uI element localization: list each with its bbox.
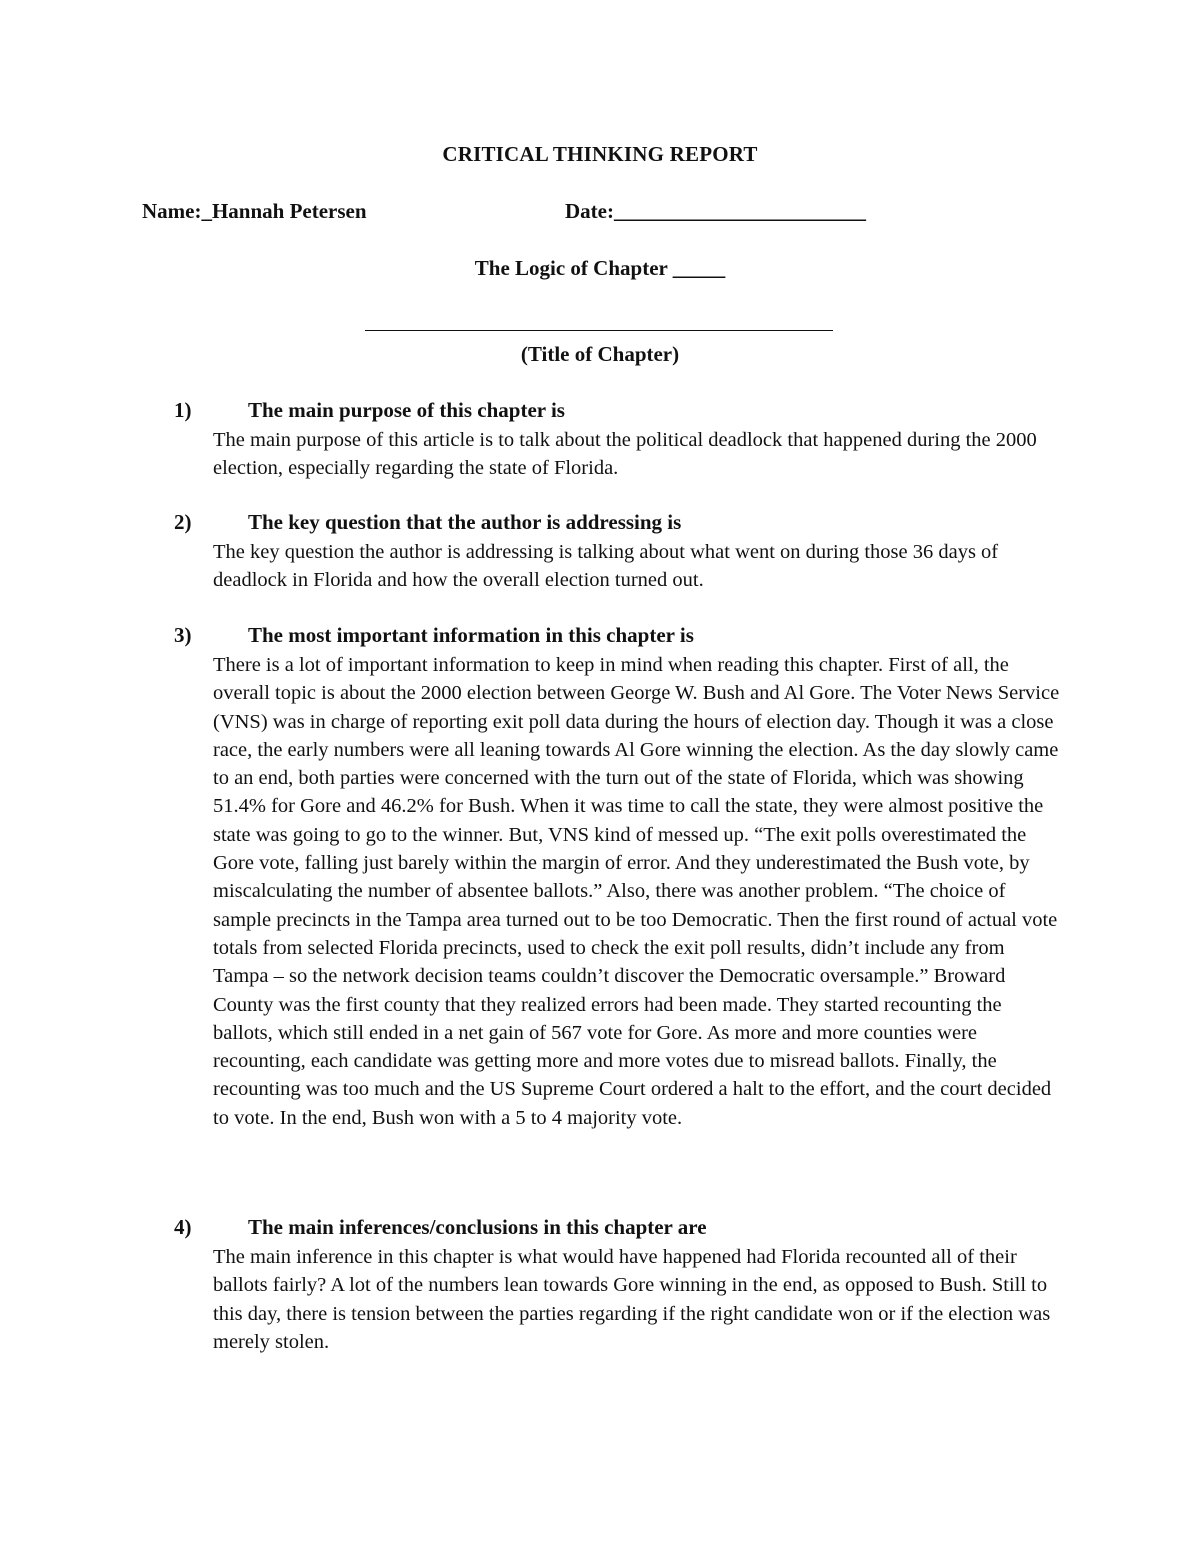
section-body: There is a lot of important information to keep in mind when reading this chapter. First of all, the overall topic is about the 2000 election between George W. Bush and Al Gore. The Voter News Service (VNS) was in charge of reporting exit poll data during the hours of election day. Though it was a close race, the early numbers were all leaning towards Al Gore winning the election. As the day slowly came to an end, both parties were concerned with the turn out of the state of Florida, which was showing 51.4% for Gore and 46.2% for Bush. When it was time to call the state, they were almost positive the state was going to go to the winner. But, VNS kind of messed up. “The exit polls overestimated the Gore vote, falling just barely within the margin of error. And they underestimated the Bush vote, by miscalculating the number of absentee ballots.” Also, there was another problem. “The choice of sample precincts in the Tampa area turned out to be too Democratic. Then the first round of actual vote totals from selected Florida precincts, used to check the exit poll results, didn’t include any from Tampa – so the network decision teams couldn’t discover the Democratic oversample.” Broward County was the first county that they realized errors had been made. They started recounting the ballots, which still ended in a net gain of 567 vote for Gore. As more and more counties were recounting, each candidate was getting more and more votes due to misread ballots. Finally, the recounting was too much and the US Supreme Court ordered a halt to the effort, and the court decided to vote. In the end, Bush won with a 5 to 4 majority vote.: [213, 654, 1060, 1129]
section-heading: The main inferences/conclusions in this chapter are: [248, 1215, 707, 1239]
section-body: The key question the author is addressing is talking about what went on during those 36 days of deadlock in Florida and how the overall election turned out.: [213, 541, 999, 592]
chapter-title-caption: (Title of Chapter): [520, 342, 680, 366]
section-body: The main purpose of this article is to talk about the political deadlock that happened during the 2000 election, especially regarding the state of Florida.: [213, 429, 1037, 480]
section-number: 1): [174, 398, 192, 422]
section-heading: The main purpose of this chapter is: [248, 398, 565, 422]
chapter-title-blank-line: [365, 330, 833, 331]
section-heading: The most important information in this chapter is: [248, 623, 694, 647]
section-number: 2): [174, 510, 192, 534]
section-number: 4): [174, 1215, 192, 1239]
date-field: Date:________________________: [565, 199, 866, 223]
chapter-logic-line: The Logic of Chapter _____: [474, 256, 726, 280]
report-title: CRITICAL THINKING REPORT: [442, 142, 758, 166]
section-heading: The key question that the author is addressing is: [248, 510, 682, 534]
name-field: Name:_Hannah Petersen: [142, 199, 367, 223]
section-body: The main inference in this chapter is what would have happened had Florida recounted all of their ballots fairly? A lot of the numbers lean towards Gore winning in the end, as opposed to Bush. Still to this day, there is tension between the parties regarding if the right candidate won or if the election was merely stolen.: [213, 1246, 1051, 1353]
section-number: 3): [174, 623, 192, 647]
